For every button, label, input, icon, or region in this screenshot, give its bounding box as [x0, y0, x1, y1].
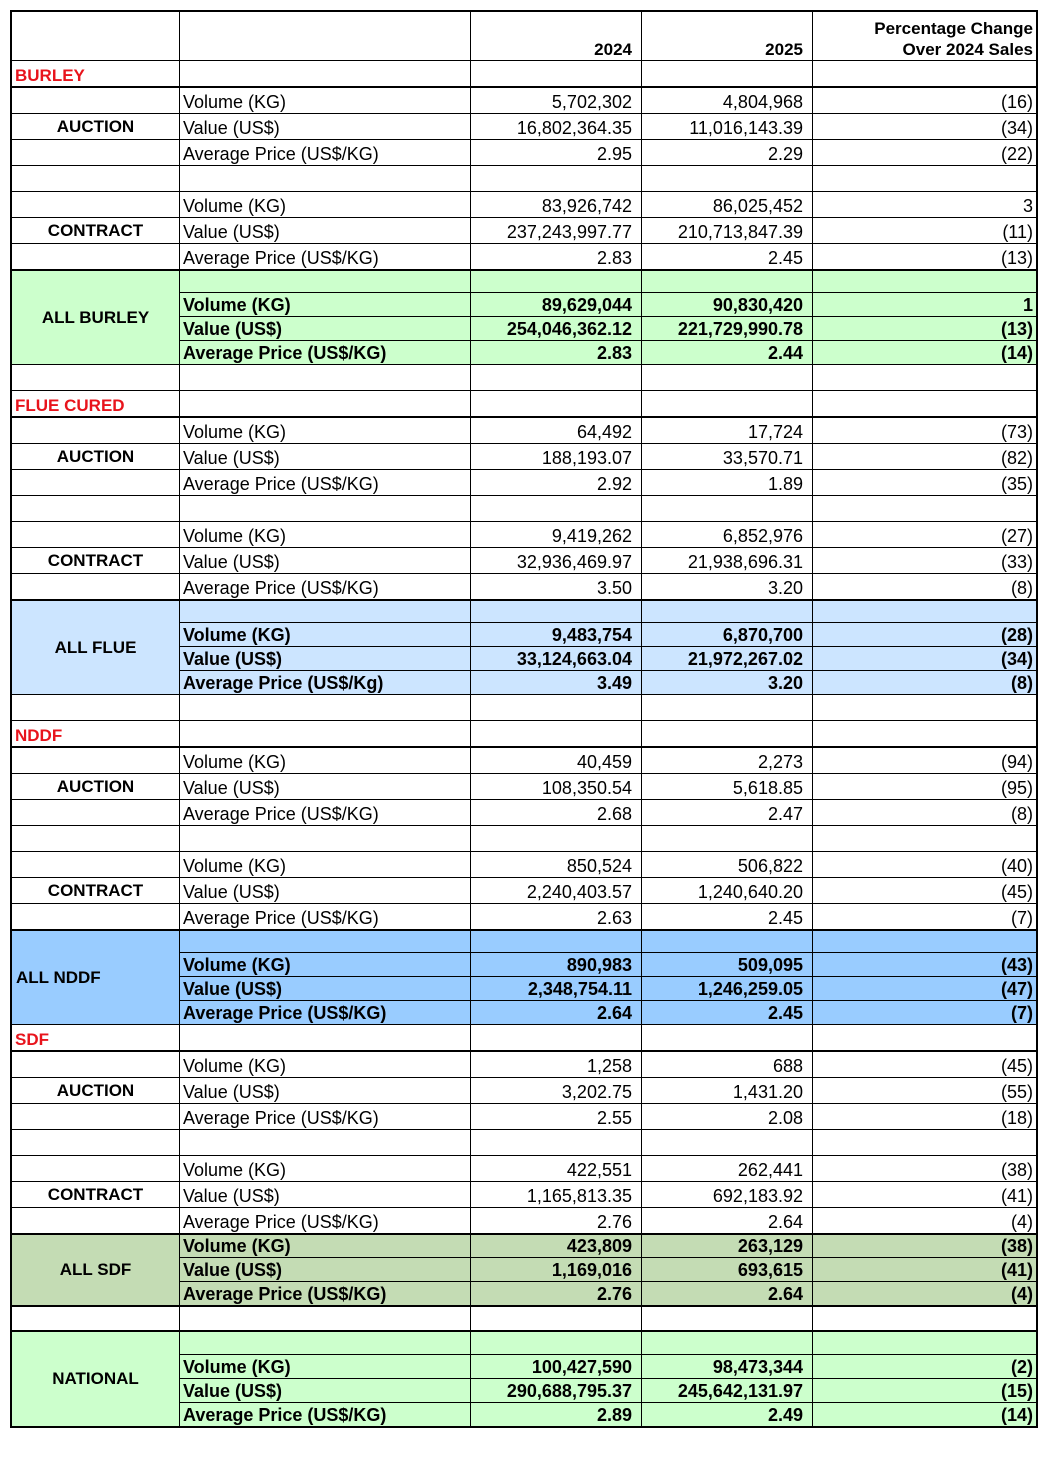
- value-2025-cell: 2,273: [641, 746, 812, 773]
- value-2024-cell: [470, 825, 641, 851]
- value-2024-cell: 100,427,590: [470, 1354, 641, 1378]
- header-change-line2: Over 2024 Sales: [902, 40, 1033, 59]
- value-2024-cell: 2.64: [470, 1000, 641, 1024]
- value-2024-cell: 2,348,754.11: [470, 976, 641, 1000]
- value-2024-cell: 3.49: [470, 670, 641, 694]
- metric-cell: [179, 495, 470, 521]
- change-cell: (4): [812, 1207, 1038, 1233]
- value-2024-cell: 2.68: [470, 799, 641, 825]
- value-2024-cell: 32,936,469.97: [470, 547, 641, 573]
- table-row: [10, 825, 1038, 851]
- metric-cell: [179, 364, 470, 390]
- value-2024-cell: 108,350.54: [470, 773, 641, 799]
- change-cell: [812, 929, 1038, 952]
- change-cell: [812, 1024, 1038, 1050]
- change-cell: (8): [812, 573, 1038, 599]
- value-2025-cell: 2.45: [641, 243, 812, 269]
- value-2025-cell: [641, 599, 812, 622]
- metric-cell: Volume (KG): [179, 952, 470, 976]
- metric-cell: Value (US$): [179, 113, 470, 139]
- change-cell: [812, 165, 1038, 191]
- table-row: [10, 364, 1038, 390]
- metric-cell: Volume (KG): [179, 191, 470, 217]
- metric-cell: Average Price (US$/KG): [179, 1402, 470, 1426]
- group-label-nddf-total: ALL NDDF: [10, 929, 179, 1024]
- value-2024-cell: 2.83: [470, 243, 641, 269]
- change-cell: [812, 1129, 1038, 1155]
- change-cell: (73): [812, 416, 1038, 443]
- value-2025-cell: 1,240,640.20: [641, 877, 812, 903]
- metric-cell: Volume (KG): [179, 1155, 470, 1181]
- metric-cell: Average Price (US$/KG): [179, 139, 470, 165]
- group-label-national-nat: NATIONAL: [10, 1330, 179, 1426]
- group-label-flue-contract: CONTRACT: [10, 521, 179, 599]
- metric-cell: Volume (KG): [179, 416, 470, 443]
- value-2025-cell: 245,642,131.97: [641, 1378, 812, 1402]
- value-2024-cell: 2.95: [470, 139, 641, 165]
- value-2025-cell: 6,870,700: [641, 622, 812, 646]
- group-cell: [10, 10, 179, 60]
- value-2025-cell: [641, 1330, 812, 1354]
- table-row: [10, 1024, 1038, 1050]
- change-cell: (35): [812, 469, 1038, 495]
- change-cell: (8): [812, 670, 1038, 694]
- table-row: [10, 390, 1038, 416]
- change-cell: (14): [812, 340, 1038, 364]
- change-cell: (41): [812, 1257, 1038, 1281]
- value-2025-cell: [641, 390, 812, 416]
- value-2025-cell: [641, 1024, 812, 1050]
- change-cell: (45): [812, 877, 1038, 903]
- group-cell: [10, 1305, 179, 1330]
- group-cell: [10, 165, 179, 191]
- metric-cell: [179, 599, 470, 622]
- group-cell: [10, 495, 179, 521]
- value-2024-cell: 290,688,795.37: [470, 1378, 641, 1402]
- value-2024-cell: [470, 599, 641, 622]
- metric-cell: Value (US$): [179, 773, 470, 799]
- change-cell: (15): [812, 1378, 1038, 1402]
- value-2024-cell: [470, 720, 641, 746]
- value-2024-cell: [470, 364, 641, 390]
- metric-cell: Volume (KG): [179, 1233, 470, 1257]
- value-2025-cell: 2.64: [641, 1281, 812, 1305]
- value-2025-cell: 2.44: [641, 340, 812, 364]
- value-2024-cell: [470, 1305, 641, 1330]
- value-2025-cell: 210,713,847.39: [641, 217, 812, 243]
- metric-cell: Value (US$): [179, 646, 470, 670]
- value-2025-cell: [641, 1129, 812, 1155]
- value-2025-cell: [641, 720, 812, 746]
- value-2025-cell: 688: [641, 1050, 812, 1077]
- change-cell: [812, 60, 1038, 86]
- metric-cell: [179, 10, 470, 60]
- value-2024-cell: [470, 269, 641, 292]
- value-2024-cell: [470, 1024, 641, 1050]
- value-2024-cell: 422,551: [470, 1155, 641, 1181]
- value-2024-cell: 2,240,403.57: [470, 877, 641, 903]
- value-2024-cell: [470, 929, 641, 952]
- value-2024-cell: 237,243,997.77: [470, 217, 641, 243]
- value-2024-cell: 33,124,663.04: [470, 646, 641, 670]
- value-2025-cell: 2.45: [641, 1000, 812, 1024]
- change-cell: (14): [812, 1402, 1038, 1426]
- change-cell: (94): [812, 746, 1038, 773]
- change-cell: [812, 599, 1038, 622]
- group-label-burley-total: ALL BURLEY: [10, 269, 179, 364]
- value-2024-cell: 83,926,742: [470, 191, 641, 217]
- value-2025-cell: [641, 825, 812, 851]
- value-2024-cell: [470, 1330, 641, 1354]
- change-cell: (40): [812, 851, 1038, 877]
- change-cell: (41): [812, 1181, 1038, 1207]
- metric-cell: Value (US$): [179, 1378, 470, 1402]
- value-2025-cell: 6,852,976: [641, 521, 812, 547]
- header-2025: 2025: [641, 10, 812, 60]
- value-2025-cell: 17,724: [641, 416, 812, 443]
- value-2025-cell: 1.89: [641, 469, 812, 495]
- metric-cell: Average Price (US$/KG): [179, 1103, 470, 1129]
- metric-cell: Average Price (US$/Kg): [179, 670, 470, 694]
- group-cell: [10, 364, 179, 390]
- metric-cell: Value (US$): [179, 316, 470, 340]
- change-cell: (47): [812, 976, 1038, 1000]
- change-cell: (11): [812, 217, 1038, 243]
- value-2024-cell: 890,983: [470, 952, 641, 976]
- table-row: [10, 165, 1038, 191]
- table-row: [10, 1305, 1038, 1330]
- change-cell: (7): [812, 1000, 1038, 1024]
- table-bottom-border: [10, 1426, 1038, 1428]
- change-cell: (34): [812, 113, 1038, 139]
- value-2025-cell: [641, 269, 812, 292]
- value-2024-cell: 1,169,016: [470, 1257, 641, 1281]
- metric-cell: Value (US$): [179, 1181, 470, 1207]
- value-2025-cell: 1,246,259.05: [641, 976, 812, 1000]
- change-cell: (8): [812, 799, 1038, 825]
- value-2025-cell: 98,473,344: [641, 1354, 812, 1378]
- value-2024-cell: 2.92: [470, 469, 641, 495]
- metric-cell: Value (US$): [179, 1257, 470, 1281]
- value-2025-cell: 1,431.20: [641, 1077, 812, 1103]
- value-2025-cell: 506,822: [641, 851, 812, 877]
- table-row: [10, 720, 1038, 746]
- group-label-sdf-auction: AUCTION: [10, 1050, 179, 1129]
- value-2025-cell: 21,972,267.02: [641, 646, 812, 670]
- value-2024-cell: 188,193.07: [470, 443, 641, 469]
- change-cell: [812, 390, 1038, 416]
- metric-cell: [179, 720, 470, 746]
- value-2025-cell: 11,016,143.39: [641, 113, 812, 139]
- metric-cell: Volume (KG): [179, 1050, 470, 1077]
- metric-cell: [179, 1330, 470, 1354]
- value-2024-cell: [470, 390, 641, 416]
- change-cell: (16): [812, 86, 1038, 113]
- metric-cell: Volume (KG): [179, 521, 470, 547]
- metric-cell: Value (US$): [179, 443, 470, 469]
- value-2024-cell: 2.89: [470, 1402, 641, 1426]
- header-2024: 2024: [470, 10, 641, 60]
- metric-cell: [179, 165, 470, 191]
- section-title-burley: BURLEY: [10, 60, 179, 86]
- metric-cell: Volume (KG): [179, 622, 470, 646]
- change-cell: (33): [812, 547, 1038, 573]
- metric-cell: [179, 390, 470, 416]
- change-cell: (18): [812, 1103, 1038, 1129]
- header-change: [812, 10, 1038, 60]
- value-2024-cell: [470, 495, 641, 521]
- value-2024-cell: [470, 1129, 641, 1155]
- metric-cell: Average Price (US$/KG): [179, 1281, 470, 1305]
- value-2025-cell: [641, 165, 812, 191]
- table-row: [10, 694, 1038, 720]
- section-title-flue: FLUE CURED: [10, 390, 179, 416]
- value-2024-cell: 1,258: [470, 1050, 641, 1077]
- metric-cell: Average Price (US$/KG): [179, 469, 470, 495]
- change-cell: 1: [812, 292, 1038, 316]
- value-2024-cell: [470, 694, 641, 720]
- value-2025-cell: 2.29: [641, 139, 812, 165]
- change-cell: [812, 1330, 1038, 1354]
- metric-cell: Average Price (US$/KG): [179, 1000, 470, 1024]
- change-cell: (45): [812, 1050, 1038, 1077]
- metric-cell: Volume (KG): [179, 292, 470, 316]
- change-cell: (13): [812, 316, 1038, 340]
- metric-cell: Volume (KG): [179, 746, 470, 773]
- value-2024-cell: [470, 165, 641, 191]
- change-cell: (34): [812, 646, 1038, 670]
- metric-cell: Average Price (US$/KG): [179, 799, 470, 825]
- change-cell: [812, 720, 1038, 746]
- value-2024-cell: [470, 60, 641, 86]
- value-2024-cell: 5,702,302: [470, 86, 641, 113]
- value-2025-cell: [641, 929, 812, 952]
- value-2025-cell: [641, 60, 812, 86]
- value-2025-cell: 262,441: [641, 1155, 812, 1181]
- change-cell: (22): [812, 139, 1038, 165]
- value-2024-cell: 254,046,362.12: [470, 316, 641, 340]
- change-cell: (38): [812, 1233, 1038, 1257]
- metric-cell: Value (US$): [179, 217, 470, 243]
- value-2024-cell: 2.83: [470, 340, 641, 364]
- metric-cell: Average Price (US$/KG): [179, 340, 470, 364]
- metric-cell: Volume (KG): [179, 1354, 470, 1378]
- group-cell: [10, 1129, 179, 1155]
- change-cell: [812, 694, 1038, 720]
- value-2025-cell: 3.20: [641, 573, 812, 599]
- change-cell: [812, 495, 1038, 521]
- group-label-nddf-auction: AUCTION: [10, 746, 179, 825]
- value-2025-cell: [641, 495, 812, 521]
- change-cell: 3: [812, 191, 1038, 217]
- value-2025-cell: 5,618.85: [641, 773, 812, 799]
- value-2024-cell: 2.76: [470, 1207, 641, 1233]
- table-row: [10, 60, 1038, 86]
- value-2025-cell: 86,025,452: [641, 191, 812, 217]
- value-2025-cell: [641, 694, 812, 720]
- change-cell: [812, 269, 1038, 292]
- table-row: [10, 1129, 1038, 1155]
- value-2024-cell: 1,165,813.35: [470, 1181, 641, 1207]
- value-2025-cell: 2.49: [641, 1402, 812, 1426]
- metric-cell: Volume (KG): [179, 86, 470, 113]
- metric-cell: [179, 60, 470, 86]
- group-cell: [10, 694, 179, 720]
- section-title-sdf: SDF: [10, 1024, 179, 1050]
- value-2025-cell: [641, 364, 812, 390]
- value-2025-cell: 33,570.71: [641, 443, 812, 469]
- value-2025-cell: 692,183.92: [641, 1181, 812, 1207]
- change-cell: (43): [812, 952, 1038, 976]
- value-2024-cell: 850,524: [470, 851, 641, 877]
- value-2025-cell: 509,095: [641, 952, 812, 976]
- value-2025-cell: 4,804,968: [641, 86, 812, 113]
- value-2024-cell: 9,483,754: [470, 622, 641, 646]
- change-cell: (27): [812, 521, 1038, 547]
- group-label-sdf-contract: CONTRACT: [10, 1155, 179, 1233]
- metric-cell: Value (US$): [179, 877, 470, 903]
- change-cell: (13): [812, 243, 1038, 269]
- value-2024-cell: 2.55: [470, 1103, 641, 1129]
- value-2025-cell: 221,729,990.78: [641, 316, 812, 340]
- change-cell: (55): [812, 1077, 1038, 1103]
- value-2024-cell: 9,419,262: [470, 521, 641, 547]
- group-label-nddf-contract: CONTRACT: [10, 851, 179, 929]
- group-label-burley-contract: CONTRACT: [10, 191, 179, 269]
- change-cell: [812, 825, 1038, 851]
- change-cell: [812, 364, 1038, 390]
- metric-cell: [179, 1305, 470, 1330]
- metric-cell: [179, 1129, 470, 1155]
- metric-cell: [179, 1024, 470, 1050]
- metric-cell: Value (US$): [179, 1077, 470, 1103]
- change-cell: [812, 1305, 1038, 1330]
- change-cell: (7): [812, 903, 1038, 929]
- group-label-sdf-total: ALL SDF: [10, 1233, 179, 1305]
- value-2025-cell: 2.45: [641, 903, 812, 929]
- value-2024-cell: 2.63: [470, 903, 641, 929]
- value-2025-cell: 2.64: [641, 1207, 812, 1233]
- metric-cell: [179, 269, 470, 292]
- value-2024-cell: 16,802,364.35: [470, 113, 641, 139]
- value-2024-cell: 2.76: [470, 1281, 641, 1305]
- value-2025-cell: 3.20: [641, 670, 812, 694]
- metric-cell: Average Price (US$/KG): [179, 1207, 470, 1233]
- group-label-flue-total: ALL FLUE: [10, 599, 179, 694]
- change-cell: (4): [812, 1281, 1038, 1305]
- change-cell: (2): [812, 1354, 1038, 1378]
- value-2025-cell: 693,615: [641, 1257, 812, 1281]
- value-2025-cell: 2.47: [641, 799, 812, 825]
- table-row: [10, 495, 1038, 521]
- group-label-burley-auction: AUCTION: [10, 86, 179, 165]
- group-label-flue-auction: AUCTION: [10, 416, 179, 495]
- change-cell: (28): [812, 622, 1038, 646]
- value-2024-cell: 64,492: [470, 416, 641, 443]
- value-2024-cell: 3.50: [470, 573, 641, 599]
- value-2025-cell: 263,129: [641, 1233, 812, 1257]
- metric-cell: Volume (KG): [179, 851, 470, 877]
- header-change-line1: Percentage Change: [874, 19, 1033, 38]
- value-2024-cell: 89,629,044: [470, 292, 641, 316]
- metric-cell: Value (US$): [179, 976, 470, 1000]
- change-cell: (82): [812, 443, 1038, 469]
- metric-cell: Average Price (US$/KG): [179, 573, 470, 599]
- metric-cell: [179, 825, 470, 851]
- table-row: [10, 10, 1038, 60]
- value-2025-cell: 21,938,696.31: [641, 547, 812, 573]
- metric-cell: [179, 694, 470, 720]
- group-cell: [10, 825, 179, 851]
- metric-cell: Value (US$): [179, 547, 470, 573]
- value-2025-cell: [641, 1305, 812, 1330]
- section-title-nddf: NDDF: [10, 720, 179, 746]
- metric-cell: Average Price (US$/KG): [179, 903, 470, 929]
- metric-cell: Average Price (US$/KG): [179, 243, 470, 269]
- change-cell: (95): [812, 773, 1038, 799]
- metric-cell: [179, 929, 470, 952]
- value-2024-cell: 40,459: [470, 746, 641, 773]
- value-2024-cell: 3,202.75: [470, 1077, 641, 1103]
- value-2025-cell: 2.08: [641, 1103, 812, 1129]
- value-2024-cell: 423,809: [470, 1233, 641, 1257]
- change-cell: (38): [812, 1155, 1038, 1181]
- value-2025-cell: 90,830,420: [641, 292, 812, 316]
